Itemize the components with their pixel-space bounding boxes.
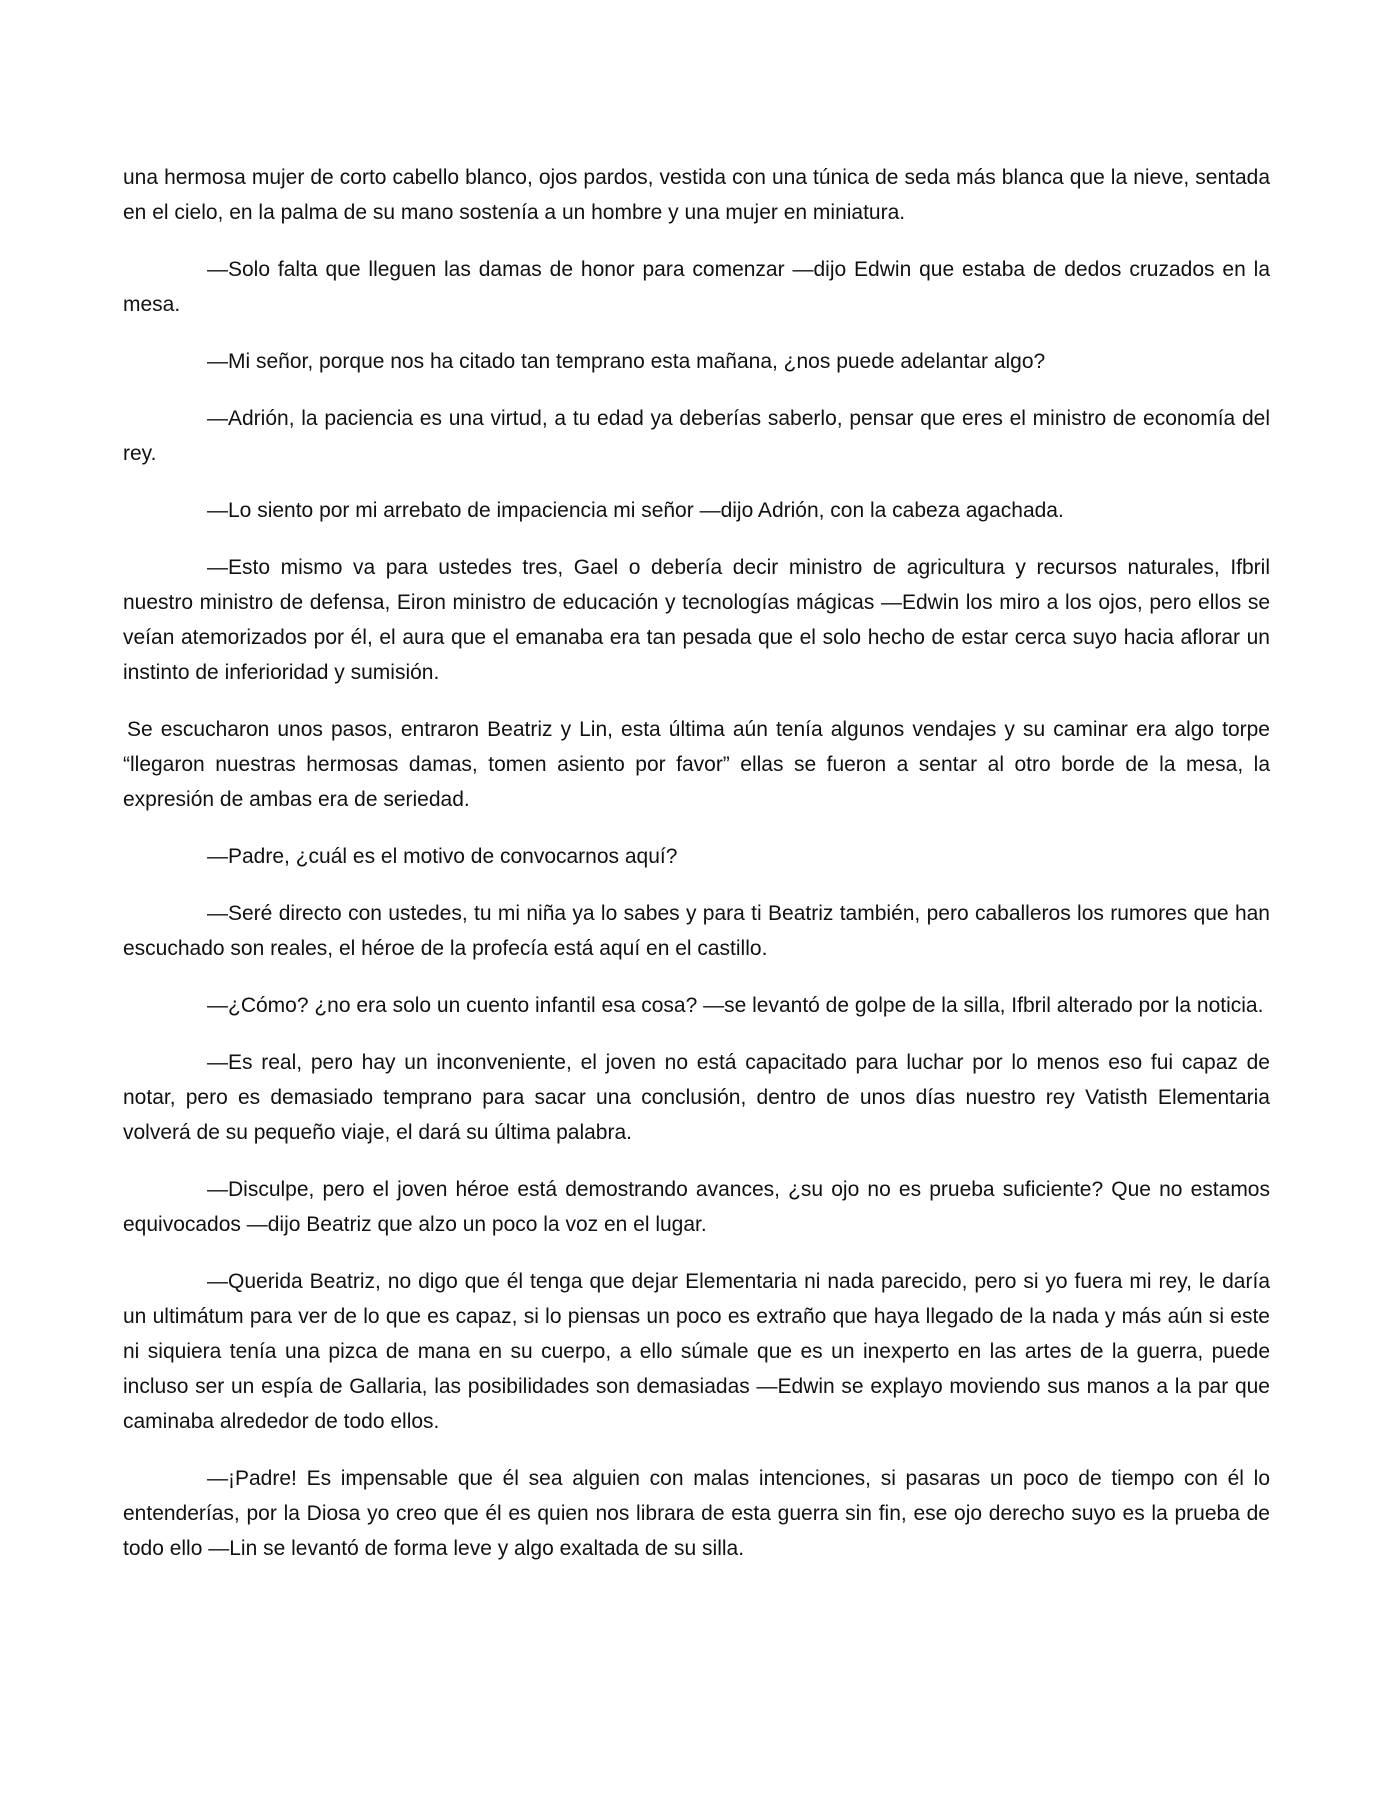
paragraph-14: —¡Padre! Es impensable que él sea alguien con malas intenciones, si pasaras un poco de tiempo con él lo entenderías, por la Diosa yo creo que él es quien nos librara de esta guerra sin fin, ese ojo derecho suyo es la prueba de todo ello —Lin se levantó de forma leve y algo exaltada de su silla. bbox=[123, 1467, 1270, 1560]
paragraph-4: —Adrión, la paciencia es una virtud, a tu edad ya deberías saberlo, pensar que eres el ministro de economía del rey. bbox=[123, 407, 1270, 465]
document-page bbox=[123, 160, 1270, 1588]
paragraph-6: —Esto mismo va para ustedes tres, Gael o debería decir ministro de agricultura y recursos naturales, Ifbril nuestro ministro de defensa, Eiron ministro de educación y tecnologías mágicas —Edwin los miro a los ojos, pero ellos se veían atemorizados por él, el aura que el emanaba era tan pesada que el solo hecho de estar cerca suyo hacia aflorar un instinto de inferioridad y sumisión. bbox=[123, 556, 1270, 684]
paragraph-7: Se escucharon unos pasos, entraron Beatriz y Lin, esta última aún tenía algunos vendajes y su caminar era algo torpe “llegaron nuestras hermosas damas, tomen asiento por favor” ellas se fueron a sentar al otro borde de la mesa, la expresión de ambas era de seriedad. bbox=[123, 718, 1270, 811]
paragraph-1: una hermosa mujer de corto cabello blanco, ojos pardos, vestida con una túnica de seda más blanca que la nieve, sentada en el cielo, en la palma de su mano sostenía a un hombre y una mujer en miniatura. bbox=[123, 166, 1270, 224]
paragraph-3: —Mi señor, porque nos ha citado tan temprano esta mañana, ¿nos puede adelantar algo? bbox=[207, 350, 1046, 373]
paragraph-12: —Disculpe, pero el joven héroe está demostrando avances, ¿su ojo no es prueba suficiente? Que no estamos equivocados —dijo Beatriz que alzo un poco la voz en el lugar. bbox=[123, 1178, 1270, 1236]
paragraph-8: —Padre, ¿cuál es el motivo de convocarnos aquí? bbox=[207, 845, 678, 868]
paragraph-10: —¿Cómo? ¿no era solo un cuento infantil esa cosa? —se levantó de golpe de la silla, Ifbril alterado por la noticia. bbox=[207, 994, 1264, 1017]
paragraph-5: —Lo siento por mi arrebato de impaciencia mi señor —dijo Adrión, con la cabeza agachada. bbox=[207, 499, 1064, 522]
paragraph-9: —Seré directo con ustedes, tu mi niña ya lo sabes y para ti Beatriz también, pero caballeros los rumores que han escuchado son reales, el héroe de la profecía está aquí en el castillo. bbox=[123, 902, 1270, 960]
paragraph-2: —Solo falta que lleguen las damas de honor para comenzar —dijo Edwin que estaba de dedos cruzados en la mesa. bbox=[123, 258, 1270, 316]
paragraph-11: —Es real, pero hay un inconveniente, el joven no está capacitado para luchar por lo menos eso fui capaz de notar, pero es demasiado temprano para sacar una conclusión, dentro de unos días nuestro rey Vatisth Elementaria volverá de su pequeño viaje, el dará su última palabra. bbox=[123, 1051, 1270, 1144]
paragraph-13: —Querida Beatriz, no digo que él tenga que dejar Elementaria ni nada parecido, pero si yo fuera mi rey, le daría un ultimátum para ver de lo que es capaz, si lo piensas un poco es extraño que haya llegado de la nada y más aún si este ni siquiera tenía una pizca de mana en su cuerpo, a ello súmale que es un inexperto en las artes de la guerra, puede incluso ser un espía de Gallaria, las posibilidades son demasiadas —Edwin se explayo moviendo sus manos a la par que caminaba alrededor de todo ellos. bbox=[123, 1270, 1270, 1433]
